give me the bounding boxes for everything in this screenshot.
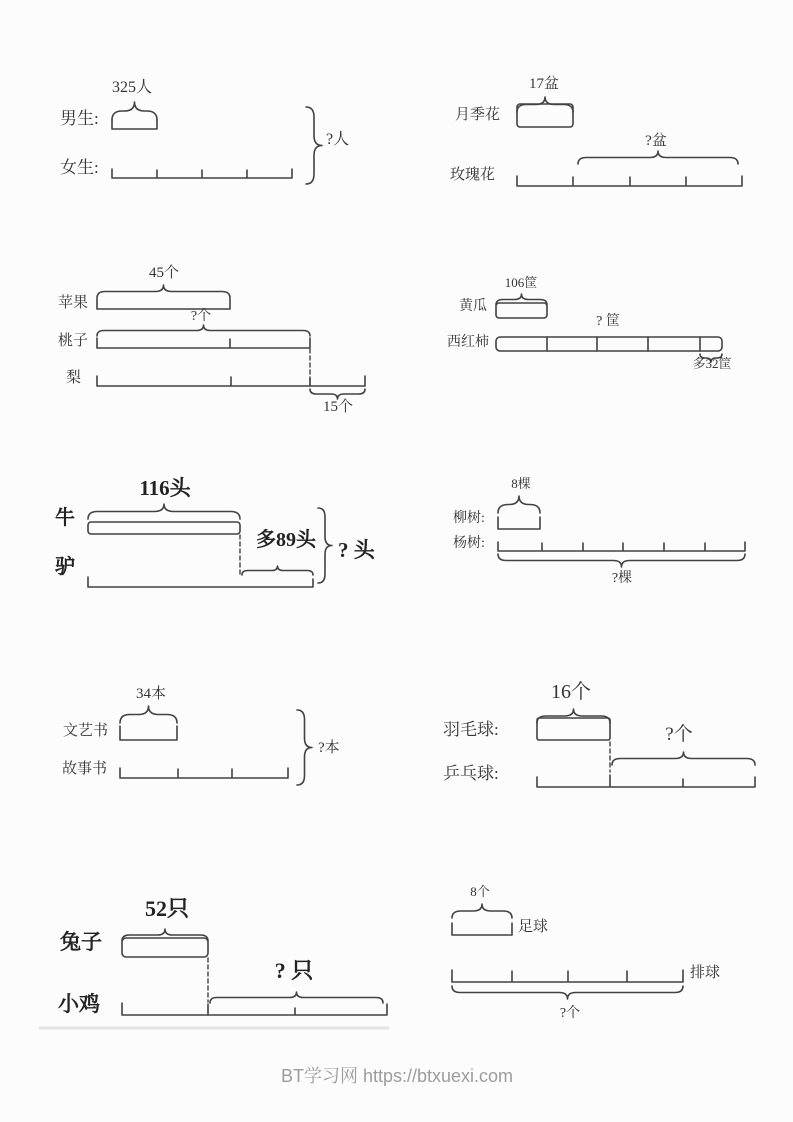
volleyball-bar (452, 970, 683, 982)
chinese-rose-row-label: 月季花 (455, 107, 501, 123)
art-books-count-label: 34本 (135, 686, 167, 702)
badminton-row-label: 羽毛球: (443, 720, 499, 739)
brace-icon (452, 904, 512, 918)
brace-icon (318, 508, 332, 583)
total-heads-label: ? 头 (338, 538, 375, 562)
donkey-row-label: 驴 (55, 556, 75, 578)
donkey-bar (88, 577, 313, 587)
cucumber-row-label: 黄瓜 (459, 299, 487, 314)
brace-icon (578, 151, 738, 164)
pingpong-question-label: ?个 (665, 724, 693, 745)
diagram-balls (452, 904, 683, 999)
rose-question-label: ?盆 (645, 133, 667, 149)
peach-bar (97, 338, 310, 348)
pingpong-row-label: 乒乓球: (443, 764, 499, 783)
story-books-row-label: 故事书 (62, 761, 108, 777)
willow-bar (498, 517, 540, 529)
site-watermark: BT学习网 https://btxuexi.com (280, 1066, 514, 1086)
rabbit-count-label: 52只 (144, 896, 190, 921)
tomato-bar-ticks (547, 337, 700, 351)
diagram-trees (498, 496, 745, 567)
pear-extra-count-label: 15个 (322, 399, 354, 415)
boys-count-label: 325人 (111, 79, 153, 96)
brace-icon (122, 929, 208, 941)
diagram-boys-girls (112, 102, 322, 184)
peach-row-label: 桃子 (58, 333, 89, 349)
pingpong-bar (537, 775, 755, 787)
brace-icon (310, 389, 365, 399)
art-books-row-label: 文艺书 (63, 723, 109, 739)
willow-row-label: 柳树: (453, 511, 485, 526)
tomato-extra-count-label: 多32筐 (692, 356, 732, 371)
football-bar (452, 923, 512, 935)
cow-count-label: 116头 (139, 476, 191, 500)
cow-bar (88, 522, 240, 534)
brace-icon (306, 107, 322, 184)
peach-question-label: ?个 (190, 309, 212, 324)
story-books-bar (120, 768, 288, 778)
brace-icon (120, 706, 177, 723)
tomato-bar (496, 337, 722, 351)
girls-bar (112, 169, 292, 178)
willow-count-label: 8棵 (511, 476, 531, 491)
diagram-books (120, 706, 312, 785)
tomato-row-label: 西红柿 (447, 335, 489, 350)
brace-icon (97, 285, 230, 298)
chick-question-label: ? 只 (274, 958, 314, 983)
total-people-label: ?人 (326, 131, 350, 148)
art-books-bar (120, 726, 177, 740)
brace-icon (210, 992, 383, 1003)
cow-row-label: 牛 (55, 507, 75, 529)
brace-icon (297, 710, 312, 785)
rose-row-label: 玫瑰花 (450, 167, 496, 183)
football-count-label: 8个 (470, 884, 490, 899)
brace-icon (112, 102, 157, 120)
brace-icon (537, 709, 610, 723)
badminton-count-label: 16个 (551, 681, 591, 703)
girls-row-label: 女生: (60, 158, 99, 177)
boys-row-label: 男生: (60, 109, 99, 128)
pear-bar (97, 376, 365, 386)
diagram-badminton-pingpong (537, 709, 755, 787)
brace-icon (97, 325, 310, 336)
boys-bar (112, 120, 157, 129)
apple-count-label: 45个 (148, 265, 180, 281)
volleyball-question-label: ?个 (559, 1006, 581, 1021)
volleyball-row-label: 排球 (690, 965, 721, 981)
poplar-row-label: 杨树: (453, 536, 485, 551)
chinese-rose-count-label: 17盆 (528, 76, 560, 92)
rose-bar (517, 176, 742, 186)
poplar-bar (498, 542, 745, 551)
apple-row-label: 苹果 (58, 295, 89, 311)
total-books-label: ?本 (318, 740, 340, 756)
cucumber-bar (496, 303, 547, 318)
cucumber-count-label: 106筐 (504, 275, 538, 290)
brace-icon (498, 496, 540, 513)
pear-row-label: 梨 (66, 370, 82, 386)
apple-bar (97, 299, 230, 309)
chick-bar (122, 1003, 387, 1015)
brace-icon (498, 554, 745, 567)
football-row-label: 足球 (518, 919, 549, 935)
brace-icon (88, 504, 240, 519)
diagram-fruits (97, 285, 365, 399)
diagram-roses (517, 97, 742, 186)
rabbit-bar (122, 938, 208, 957)
brace-icon (242, 566, 313, 575)
rabbit-row-label: 兔子 (60, 930, 102, 954)
chick-row-label: 小鸡 (58, 992, 100, 1016)
badminton-bar (537, 718, 610, 740)
brace-icon (612, 752, 755, 765)
chinese-rose-bar (517, 104, 573, 127)
tomato-question-label: ? 筐 (596, 314, 620, 329)
poplar-question-label: ?棵 (611, 571, 633, 586)
donkey-extra-count-label: 多89头 (256, 529, 316, 551)
brace-icon (452, 986, 683, 999)
